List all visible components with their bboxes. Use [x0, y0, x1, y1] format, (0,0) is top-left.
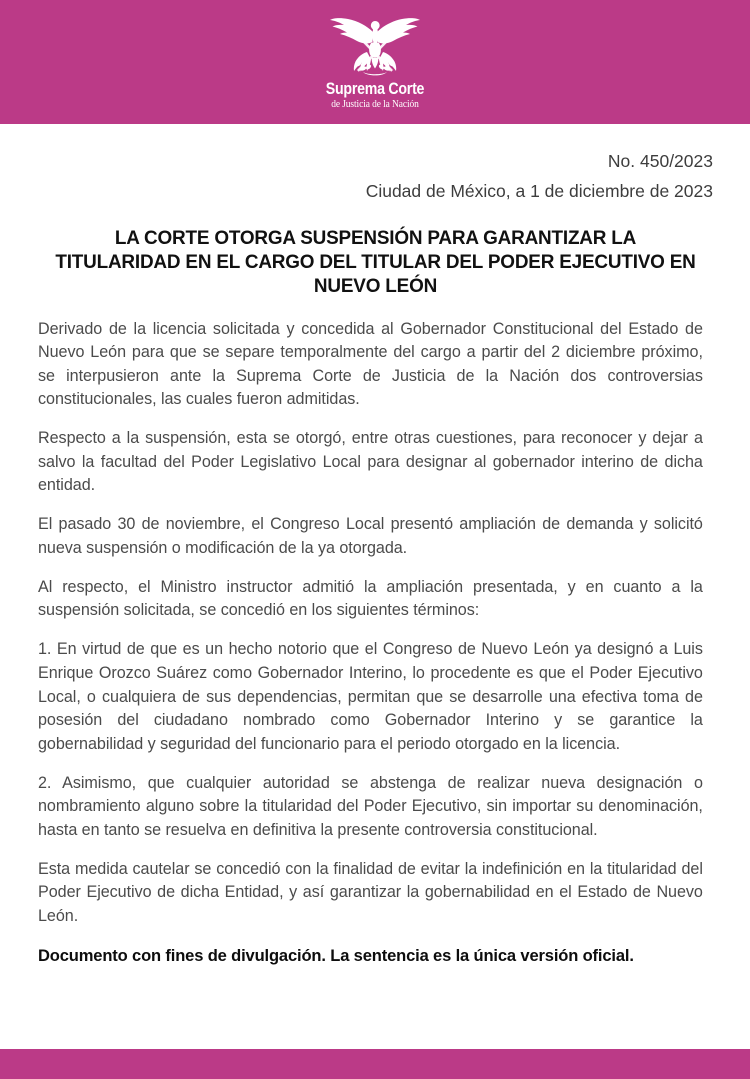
- paragraph-2: Respecto a la suspensión, esta se otorgó, entre otras cuestiones, para reconocer y dejar a salvo la facultad del Poder Legislativo Local para designar al gobernador interino de dicha entidad.: [38, 429, 703, 495]
- issue-number: No. 450/2023: [607, 151, 713, 171]
- paragraph-1: Derivado de la licencia solicitada y concedida al Gobernador Constitucional del Estado de Nuevo León para que se separe temporalmente del cargo a partir del 2 diciembre próximo, se interpusieron ante la Suprema Corte de Justicia de la Nación dos controversias constitucionales, las cuales fueron admitidas.: [38, 319, 703, 409]
- paragraph-4: Al respecto, el Ministro instructor admitió la ampliación presentada, y en cuanto a la suspensión solicitada, se concedió en los siguientes términos:: [38, 577, 703, 620]
- list-item-2: 2. Asimismo, que cualquier autoridad se abstenga de realizar nueva designación o nombramiento alguno sobre la titularidad del Poder Ejecutivo, sin importar su denominación, hasta en tanto se resuelva en definitiva la presente controversia constitucional.: [38, 773, 703, 839]
- footer-band: [0, 1049, 750, 1079]
- closing-note: Documento con fines de divulgación. La sentencia es la única versión oficial.: [38, 946, 634, 966]
- paragraph-5: Esta medida cautelar se concedió con la finalidad de evitar la indefinición en la titularidad del Poder Ejecutivo de dicha Entidad, y así garantizar la gobernabilidad en el Estado de Nuevo León.: [38, 859, 703, 925]
- place-and-date: Ciudad de México, a 1 de diciembre de 2023: [365, 181, 713, 202]
- header-band: [0, 0, 750, 124]
- document-body: [0, 124, 750, 968]
- institutional-logo: [285, 12, 465, 111]
- mexican-eagle-crest-icon: [327, 12, 423, 78]
- logo-subtitle: de Justicia de la Nación: [331, 99, 419, 111]
- logo-title: Suprema Corte: [325, 80, 425, 98]
- paragraph-3: El pasado 30 de noviembre, el Congreso Local presentó ampliación de demanda y solicitó nueva suspensión o modificación de la ya otorgada.: [38, 515, 703, 557]
- list-item-1: 1. En virtud de que es un hecho notorio que el Congreso de Nuevo León ya designó a Luis Enrique Orozco Suárez como Gobernador Interino, lo procedente es que el Poder Ejecutivo Local, o cualquiera de sus dependencias, permitan que se desarrolle una efectiva toma de posesión del ciudadano nombrado como Gobernador Interino y se garantice la gobernabilidad y seguridad del funcionario para el periodo otorgado en la licencia.: [38, 640, 703, 753]
- page-title: LA CORTE OTORGA SUSPENSIÓN PARA GARANTIZAR LA TITULARIDAD EN EL CARGO DEL TITULAR DEL PODER EJECUTIVO EN NUEVO LEÓN: [55, 227, 696, 297]
